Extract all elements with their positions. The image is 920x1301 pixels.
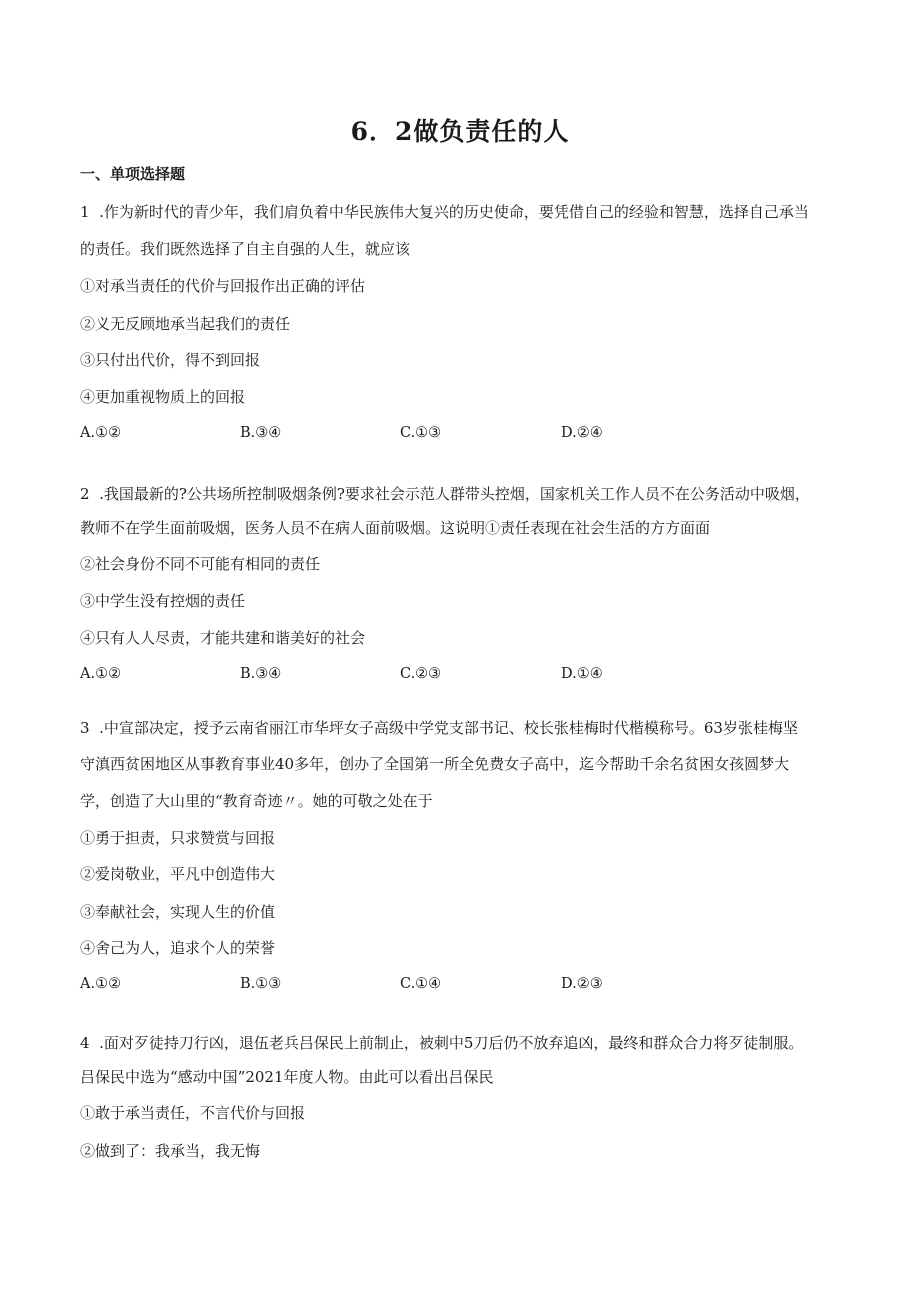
answer-options bbox=[80, 666, 680, 686]
question-line: ①勇于担责，只求赞赏与回报 bbox=[80, 829, 276, 847]
answer-option: C.①④ bbox=[400, 976, 442, 992]
question-line: 吕保民中选为“感动中国”2021年度人物。由此可以看出吕保民 bbox=[80, 1068, 494, 1086]
question-line: ④只有人人尽责，才能共建和谐美好的社会 bbox=[80, 629, 366, 647]
question-line: ④更加重视物质上的回报 bbox=[80, 388, 246, 406]
answer-option: D.②③ bbox=[561, 976, 603, 992]
question-line: ②社会身份不同不可能有相同的责任 bbox=[80, 555, 321, 573]
question-stem: 3 .中宣部决定，授予云南省丽江市华坪女子高级中学党支部书记、校长张桂梅时代楷模称号。63岁张桂梅坚 bbox=[80, 719, 798, 737]
question-line: ③奉献社会，实现人生的价值 bbox=[80, 903, 276, 921]
question-line: ②爱岗敬业，平凡中创造伟大 bbox=[80, 865, 276, 883]
question-line: ③只付出代价，得不到回报 bbox=[80, 351, 261, 369]
question-line: ②做到了：我承当，我无悔 bbox=[80, 1142, 261, 1160]
answer-option: B.③④ bbox=[240, 425, 282, 441]
question-line: ②义无反顾地承当起我们的责任 bbox=[80, 315, 291, 333]
question-stem: 4 .面对歹徒持刀行凶，退伍老兵吕保民上前制止，被刺中5刀后仍不放弃追凶，最终和群众合力将歹徒制服。 bbox=[80, 1034, 804, 1052]
question-line: 守滇西贫困地区从事教育事业40多年，创办了全国第一所全免费女子高中，迄今帮助千余名贫困女孩圆梦大 bbox=[80, 755, 790, 773]
section-heading: 一、单项选择题 bbox=[80, 165, 186, 183]
question-line: 的责任。我们既然选择了自主自强的人生，就应该 bbox=[80, 240, 411, 258]
answer-option: D.①④ bbox=[561, 666, 603, 682]
question-line: 教师不在学生面前吸烟，医务人员不在病人面前吸烟。这说明①责任表现在社会生活的方方面面 bbox=[80, 519, 711, 537]
answer-options bbox=[80, 976, 680, 996]
answer-option: C.②③ bbox=[400, 666, 442, 682]
question-stem: 2 .我国最新的?公共场所控制吸烟条例?要求社会示范人群带头控烟，国家机关工作人员不在公务活动中吸烟， bbox=[80, 485, 810, 503]
question-line: ①对承当责任的代价与回报作出正确的评估 bbox=[80, 277, 366, 295]
answer-option: C.①③ bbox=[400, 425, 442, 441]
question-line: ④舍己为人，追求个人的荣誉 bbox=[80, 939, 276, 957]
question-line: ①敢于承当责任，不言代价与回报 bbox=[80, 1104, 306, 1122]
answer-option: A.①② bbox=[80, 666, 122, 682]
question-line: 学，创造了大山里的“教育奇迹〃。她的可敬之处在于 bbox=[80, 792, 433, 810]
answer-option: B.③④ bbox=[240, 666, 282, 682]
answer-option: D.②④ bbox=[561, 425, 603, 441]
answer-option: B.①③ bbox=[240, 976, 282, 992]
question-line: ③中学生没有控烟的责任 bbox=[80, 592, 246, 610]
answer-option: A.①② bbox=[80, 425, 122, 441]
answer-options bbox=[80, 425, 680, 445]
question-stem: 1 .作为新时代的青少年，我们肩负着中华民族伟大复兴的历史使命，要凭借自己的经验和智慧，选择自己承当 bbox=[80, 203, 809, 221]
page-title: 6．2做负责任的人 bbox=[350, 117, 570, 146]
answer-option: A.①② bbox=[80, 976, 122, 992]
